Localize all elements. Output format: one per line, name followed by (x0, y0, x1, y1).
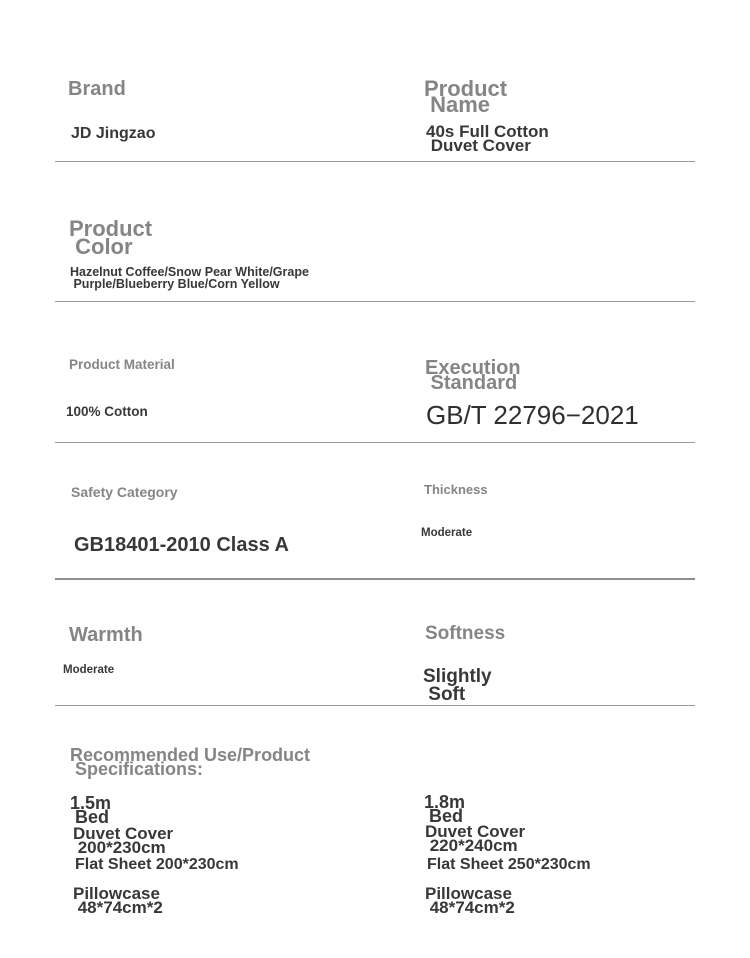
spec-right-duvet: Duvet Cover 220*240cm (425, 822, 526, 855)
product-material-value: 100% Cotton (66, 404, 148, 419)
thickness-label: Thickness (424, 482, 488, 497)
warmth-value: Moderate (63, 664, 115, 676)
product-material-label: Product Material (69, 357, 175, 372)
product-name-value: 40s Full Cotton Duvet Cover (426, 122, 549, 155)
thickness-value: Moderate (421, 527, 473, 539)
warmth-label: Warmth (69, 624, 143, 646)
product-name-label: Product Name (424, 76, 508, 117)
divider-5 (55, 705, 695, 706)
softness-value: Slightly Soft (423, 666, 492, 705)
spec-left-duvet: Duvet Cover 200*230cm (73, 824, 174, 857)
divider-4 (55, 578, 695, 580)
product-color-value: Hazelnut Coffee/Snow Pear White/Grape Purple/Blueberry Blue/Corn Yellow (70, 265, 309, 291)
product-color-label: Product Color (69, 216, 153, 259)
execution-standard-label: Execution Standard (425, 357, 521, 394)
safety-category-value: GB18401-2010 Class A (74, 534, 289, 556)
softness-label: Softness (425, 623, 506, 644)
safety-category-label: Safety Category (71, 484, 178, 500)
specifications-label: Recommended Use/Product Specifications: (70, 745, 311, 779)
spec-left-bed: 1.5m Bed (70, 793, 112, 827)
divider-2 (55, 301, 695, 302)
spec-left-pillowcase: Pillowcase 48*74cm*2 (73, 884, 163, 917)
brand-label: Brand (68, 78, 126, 100)
divider-1 (55, 161, 695, 162)
spec-right-flat-sheet: Flat Sheet 250*230cm (427, 856, 591, 873)
execution-standard-value: GB/T 22796−2021 (426, 400, 639, 430)
spec-left-flat-sheet: Flat Sheet 200*230cm (75, 856, 239, 873)
spec-right-pillowcase: Pillowcase 48*74cm*2 (425, 884, 515, 917)
brand-value: JD Jingzao (71, 125, 156, 142)
divider-3 (55, 442, 695, 443)
spec-right-bed: 1.8m Bed (424, 792, 466, 826)
